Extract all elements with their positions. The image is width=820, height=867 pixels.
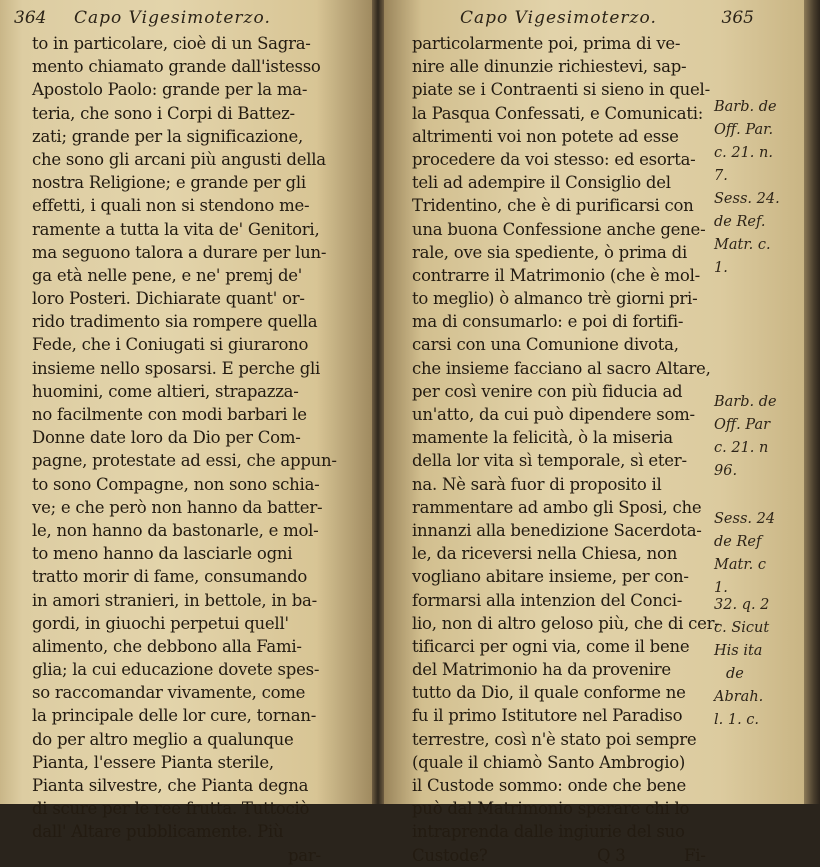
margin-note: Off. Par	[714, 417, 771, 433]
text-line: ve; e che però non hanno da batter-	[32, 497, 323, 517]
text-line: tratto morir di fame, consumando	[32, 567, 308, 587]
text-line: piate se i Contraenti si sieno in quel-	[412, 80, 710, 100]
text-line: tutto da Dio, il quale conforme ne	[412, 683, 686, 703]
text-line: huomini, come altieri, strapazza-	[32, 381, 299, 401]
margin-note: Sess. 24	[714, 511, 776, 527]
margin-note: Sess. 24.	[714, 191, 780, 207]
text-line: Donne date loro da Dio per Com-	[32, 428, 301, 448]
margin-note: Off. Par.	[714, 122, 774, 138]
catchword: Fi-	[684, 845, 706, 865]
margin-note: de Ref.	[714, 214, 766, 230]
right-page	[384, 0, 804, 865]
text-line: rido tradimento sia rompere quella	[32, 312, 318, 332]
text-line: del Matrimonio ha da provenire	[412, 660, 671, 680]
signature-mark: Q 3	[597, 845, 626, 865]
text-line: altrimenti voi non potete ad esse	[412, 126, 679, 146]
text-line: (quale il chiamò Santo Ambrogio)	[412, 752, 686, 772]
text-line: il Custode sommo: onde che bene	[412, 776, 687, 795]
margin-note: l. 1. c.	[714, 712, 760, 728]
text-line: per così venire con più fiducia ad	[412, 381, 683, 401]
text-line: procedere da voi stesso: ed esorta-	[412, 149, 696, 169]
text-line: che insieme facciano al sacro Altare,	[412, 358, 711, 378]
text-line: contrarre il Matrimonio (che è mol-	[412, 265, 700, 285]
text-line: Custode?	[412, 845, 488, 865]
text-line: mamente la felicità, ò la miseria	[412, 428, 673, 448]
text-line: to meno hanno da lasciarle ogni	[32, 544, 293, 564]
text-line: na. Nè sarà fuor di proposito il	[412, 474, 662, 494]
text-line: terrestre, così n'è stato poi sempre	[412, 729, 697, 749]
running-head: Capo Vigesimoterzo.	[460, 8, 657, 28]
text-line: ramente a tutta la vita de' Genitori,	[32, 219, 320, 239]
text-line: to in particolare, cioè di un Sagra-	[32, 34, 311, 53]
text-line: glia; la cui educazione dovete spes-	[32, 660, 320, 680]
text-line: le, non hanno da bastonarle, e mol-	[32, 520, 319, 540]
text-line: alimento, che debbono alla Fami-	[32, 636, 302, 656]
page-number: 364	[14, 8, 47, 28]
text-line: di scure per le ree frutta. Tuttociò	[32, 799, 310, 819]
text-line: Tridentino, che è di purificarsi con	[412, 196, 694, 216]
margin-note: 1.	[714, 580, 728, 596]
text-line: rale, ove sia spediente, ò prima di	[412, 242, 687, 262]
text-line: ga età nelle pene, e ne' premj de'	[32, 265, 303, 285]
margin-note: Barb. de	[714, 394, 777, 410]
margin-note: c. 21. n	[714, 440, 769, 456]
margin-note: Matr. c.	[714, 237, 771, 253]
margin-note: c. 21. n.	[714, 145, 773, 161]
text-line: Apostolo Paolo: grande per la ma-	[32, 80, 308, 100]
last-line	[412, 844, 742, 867]
text-line: Fede, che i Coniugati si giurarono	[32, 335, 309, 355]
text-line: zati; grande per la significazione,	[32, 126, 304, 146]
text-line: formarsi alla intenzion del Conci-	[412, 590, 683, 610]
text-line: lio, non di altro geloso più, che di cer-	[412, 613, 720, 633]
text-line: no facilmente con modi barbari le	[32, 405, 307, 424]
margin-note: Abrah.	[714, 689, 764, 705]
margin-note: c. Sicut	[714, 620, 770, 636]
text-line: do per altro meglio a qualunque	[32, 729, 294, 749]
margin-note: 7.	[714, 168, 728, 184]
margin-note: 1.	[714, 260, 728, 276]
text-line: un'atto, da cui può dipendere som-	[412, 405, 695, 424]
margin-note: de Ref	[714, 534, 762, 550]
text-line: ma seguono talora a durare per lun-	[32, 242, 327, 262]
margin-note: de	[726, 666, 744, 682]
text-line: to meglio) ò almanco trè giorni pri-	[412, 289, 698, 309]
text-line: una buona Confessione anche gene-	[412, 219, 706, 239]
margin-note: 96.	[714, 463, 738, 479]
text-line: della lor vita sì temporale, sì eter-	[412, 451, 687, 471]
text-line: nire alle dinunzie richiestevi, sap-	[412, 57, 687, 77]
left-page-text	[32, 32, 367, 867]
text-line: particolarmente poi, prima di ve-	[412, 34, 681, 53]
text-line: teli ad adempire il Consiglio del	[412, 173, 671, 193]
text-line: insieme nello sposarsi. E perche gli	[32, 358, 321, 378]
text-line: so raccomandar vivamente, come	[32, 683, 306, 703]
text-line: carsi con una Comunione divota,	[412, 335, 679, 355]
text-line: intraprenda dalle ingiurie del suo	[412, 822, 685, 842]
text-line: effetti, i quali non si stendono me-	[32, 196, 310, 216]
margin-note: Barb. de	[714, 99, 777, 115]
text-line: gordi, in giuochi perpetui quell'	[32, 613, 289, 633]
text-line: teria, che sono i Corpi di Battez-	[32, 103, 295, 123]
text-line: la principale delle lor cure, tornan-	[32, 706, 317, 726]
text-line: vogliano abitare insieme, per con-	[412, 567, 689, 587]
text-line: le, da riceversi nella Chiesa, non	[412, 544, 678, 564]
right-page-text	[412, 32, 742, 867]
margin-note: 32. q. 2	[714, 597, 770, 613]
text-line: dall' Altare pubblicamente. Più	[32, 822, 284, 842]
margin-note: Matr. c	[714, 557, 766, 573]
catchword: par-	[288, 845, 321, 865]
text-line: Pianta silvestre, che Pianta degna	[32, 776, 309, 795]
text-line: mento chiamato grande dall'istesso	[32, 57, 321, 77]
text-line: può dal Matrimonio sperare chi lo	[412, 799, 690, 819]
margin-note: His ita	[714, 643, 763, 659]
text-line: la Pasqua Confessati, e Comunicati:	[412, 103, 704, 123]
text-line: che sono gli arcani più angusti della	[32, 149, 326, 169]
text-line: Pianta, l'essere Pianta sterile,	[32, 752, 274, 772]
book-fore-edge	[804, 0, 820, 804]
page-number: 365	[721, 8, 754, 28]
text-line: fu il primo Istitutore nel Paradiso	[412, 706, 683, 726]
text-line: nostra Religione; e grande per gli	[32, 173, 306, 193]
running-head: Capo Vigesimoterzo.	[74, 8, 271, 28]
book-gutter	[372, 0, 384, 804]
text-line: tificarci per ogni via, come il bene	[412, 636, 690, 656]
text-line: to sono Compagne, non sono schia-	[32, 474, 320, 494]
left-page	[0, 0, 372, 865]
text-line: innanzi alla benedizione Sacerdota-	[412, 520, 702, 540]
text-line: pagne, protestate ad essi, che appun-	[32, 451, 337, 471]
text-line: ma di consumarlo: e poi di fortifi-	[412, 312, 684, 332]
text-line: loro Posteri. Dichiarate quant' or-	[32, 289, 305, 309]
text-line: rammentare ad ambo gli Sposi, che	[412, 497, 702, 517]
text-line: in amori stranieri, in bettole, in ba-	[32, 590, 317, 610]
